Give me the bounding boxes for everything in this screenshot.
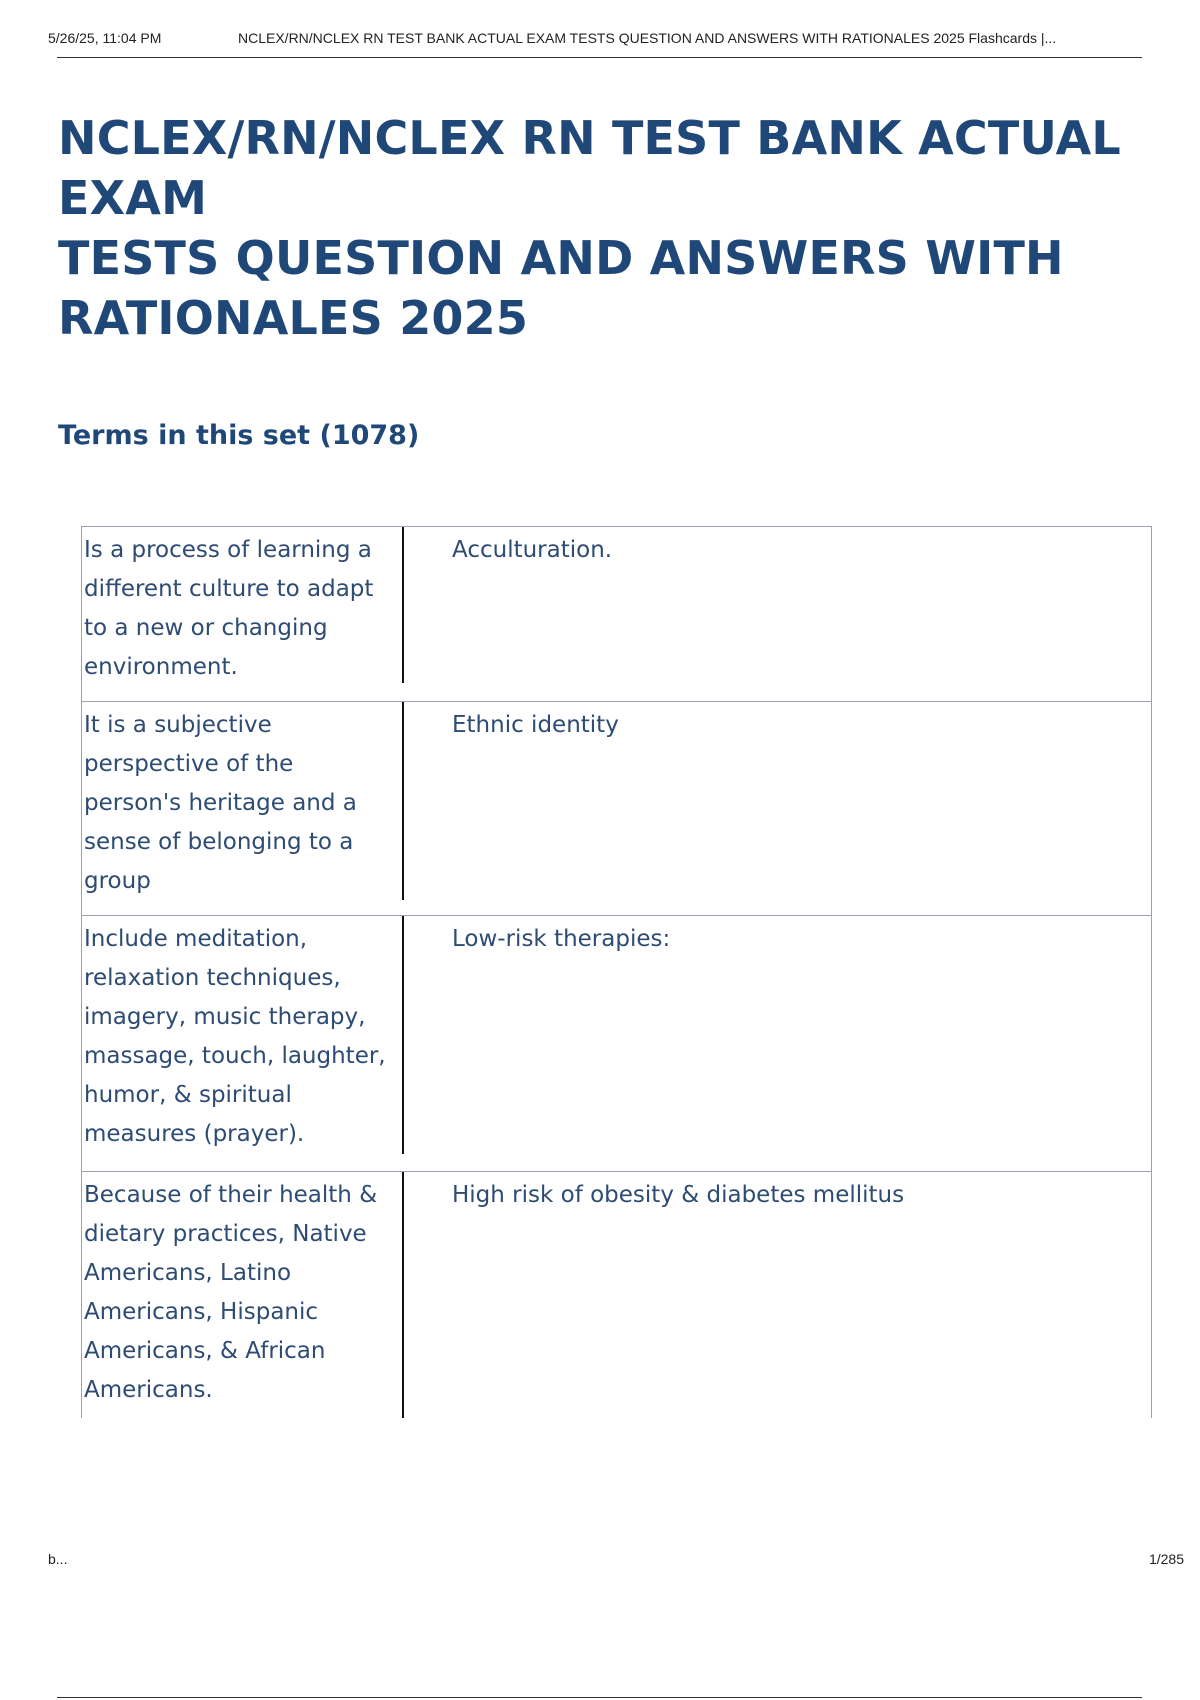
print-footer-url: b...: [48, 1551, 68, 1567]
term-line: sense of belonging to a: [84, 829, 354, 855]
term-line: dietary practices, Native: [84, 1221, 367, 1247]
flashcard-row: [81, 701, 1152, 915]
column-divider: [402, 1172, 404, 1418]
flashcard-term: [82, 1176, 402, 1410]
flashcard-definition: Acculturation.: [452, 537, 613, 563]
print-document-title: NCLEX/RN/NCLEX RN TEST BANK ACTUAL EXAM TESTS QUESTION AND ANSWERS WITH RATIONALES 2025 Flashcards |...: [238, 30, 1057, 46]
page-title-line: RATIONALES 2025: [58, 291, 529, 345]
print-date: 5/26/25, 11:04 PM: [48, 30, 162, 46]
print-header: [48, 30, 1178, 52]
flashcard-term: [82, 531, 402, 687]
flashcard-term: [82, 920, 402, 1154]
term-line: humor, & spiritual: [84, 1082, 292, 1108]
term-line: perspective of the: [84, 751, 294, 777]
term-line: Because of their health &: [84, 1182, 378, 1208]
flashcard-definition: Ethnic identity: [452, 712, 619, 738]
term-line: measures (prayer).: [84, 1121, 305, 1147]
flashcard-definition: High risk of obesity & diabetes mellitus: [452, 1182, 905, 1208]
column-divider: [402, 916, 404, 1154]
header-divider: [57, 57, 1142, 58]
flashcard-row: [81, 526, 1152, 701]
flashcard-term: [82, 706, 402, 901]
page-title: [58, 108, 1178, 348]
term-line: Include meditation,: [84, 926, 308, 952]
term-line: It is a subjective: [84, 712, 272, 738]
flashcard-list: [81, 526, 1152, 1418]
column-divider: [402, 527, 404, 683]
term-line: Americans, & African: [84, 1338, 326, 1364]
term-line: to a new or changing: [84, 615, 328, 641]
term-line: person's heritage and a: [84, 790, 357, 816]
term-line: imagery, music therapy,: [84, 1004, 366, 1030]
term-line: Americans.: [84, 1377, 213, 1403]
term-line: Americans, Hispanic: [84, 1299, 319, 1325]
flashcard-definition: Low-risk therapies:: [452, 926, 671, 952]
term-line: different culture to adapt: [84, 576, 374, 602]
term-line: Is a process of learning a: [84, 537, 372, 563]
term-line: relaxation techniques,: [84, 965, 341, 991]
term-line: Americans, Latino: [84, 1260, 292, 1286]
page-title-line: TESTS QUESTION AND ANSWERS WITH: [58, 231, 1064, 285]
flashcard-row: [81, 1171, 1152, 1418]
term-line: group: [84, 868, 151, 894]
terms-count-heading: Terms in this set (1078): [58, 420, 420, 451]
term-line: environment.: [84, 654, 238, 680]
page-title-line: NCLEX/RN/NCLEX RN TEST BANK ACTUAL EXAM: [58, 111, 1121, 225]
flashcard-row: [81, 915, 1152, 1171]
term-line: massage, touch, laughter,: [84, 1043, 386, 1069]
column-divider: [402, 702, 404, 900]
footer-divider: [57, 1697, 1142, 1698]
page-number: 1/285: [1148, 1551, 1184, 1567]
